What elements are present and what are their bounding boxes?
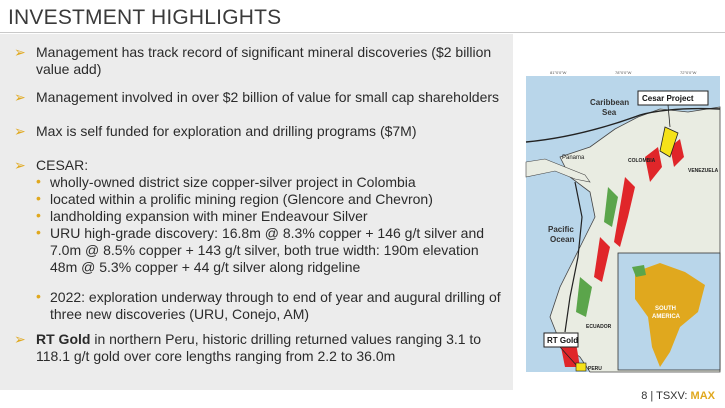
caribbean-label: Caribbean	[590, 98, 630, 107]
cesar-label: CESAR:	[36, 157, 89, 173]
sea-label: Sea	[602, 108, 617, 117]
bullet-list	[14, 44, 509, 365]
cesar-item: • landholding expansion with miner Endeavour Silver	[36, 207, 368, 224]
arrow-bullet-icon: ➢	[14, 89, 26, 105]
page-number: 8 | TSXV:	[641, 390, 691, 402]
bullet-self-funded: ➢ Max is self funded for exploration and drilling programs ($7M)	[14, 123, 417, 139]
panama-label: Panama	[562, 155, 585, 161]
ticker: MAX	[690, 390, 715, 402]
south-label: SOUTH	[655, 306, 676, 312]
ecuador-label: ECUADOR	[586, 324, 612, 330]
ocean-label: Ocean	[550, 235, 575, 244]
title-rule	[0, 32, 725, 33]
venezuela-label: VENEZUELA	[688, 168, 719, 174]
cesar-project-label: Cesar Project	[642, 94, 694, 103]
arrow-bullet-icon: ➢	[14, 123, 26, 139]
arrow-bullet-icon: ➢	[14, 157, 26, 173]
project-map	[520, 67, 724, 374]
rt-gold-map-label: RT Gold	[547, 336, 579, 345]
arrow-bullet-icon: ➢	[14, 44, 26, 60]
dot-bullet-icon: •	[36, 288, 41, 304]
dot-bullet-icon: •	[36, 224, 41, 240]
lon-label: 81°0'0"W	[550, 70, 567, 75]
rt-gold-area	[576, 363, 586, 371]
dot-bullet-icon: •	[36, 207, 41, 223]
bullet-track-record: ➢ Management has track record of significant mineral discoveries ($2 billion value add)	[14, 44, 492, 77]
dot-bullet-icon: •	[36, 173, 41, 189]
cesar-item: • 2022: exploration underway through to end of year and augural drilling of three new discoveries (URU, Conejo, AM)	[36, 288, 501, 322]
rt-gold-label: RT Gold	[36, 331, 91, 347]
peru-label: PERU	[588, 366, 602, 372]
cesar-item: • wholly-owned district size copper-silver project in Colombia	[36, 173, 416, 190]
bullet-value: ➢ Management involved in over $2 billion of value for small cap shareholders	[14, 89, 500, 105]
bullet-rt-gold: ➢ RT Gold in northern Peru, historic drilling returned values ranging 3.1 to 118.1 g/t gold over core lengths ranging from 2.2 to 36.0m	[14, 331, 482, 364]
cesar-item: • located within a prolific mining region (Glencore and Chevron)	[36, 190, 433, 207]
lon-label: 78°0'0"W	[615, 70, 632, 75]
arrow-bullet-icon: ➢	[14, 331, 26, 347]
pacific-label: Pacific	[548, 225, 574, 234]
dot-bullet-icon: •	[36, 190, 41, 206]
cesar-item: • URU high-grade discovery: 16.8m @ 8.3% copper + 146 g/t silver and 7.0m @ 8.5% copper + 143 g/t silver, both true width: 190m elevation 48m @ 5.3% copper + 44 g/t silver along ridgeline	[36, 224, 485, 275]
footer	[641, 390, 715, 402]
slide-title: INVESTMENT HIGHLIGHTS	[8, 6, 282, 29]
america-label: AMERICA	[652, 314, 680, 320]
colombia-label: COLOMBIA	[628, 158, 656, 164]
bullet-cesar	[14, 157, 509, 174]
lon-label: 72°0'0"W	[680, 70, 697, 75]
